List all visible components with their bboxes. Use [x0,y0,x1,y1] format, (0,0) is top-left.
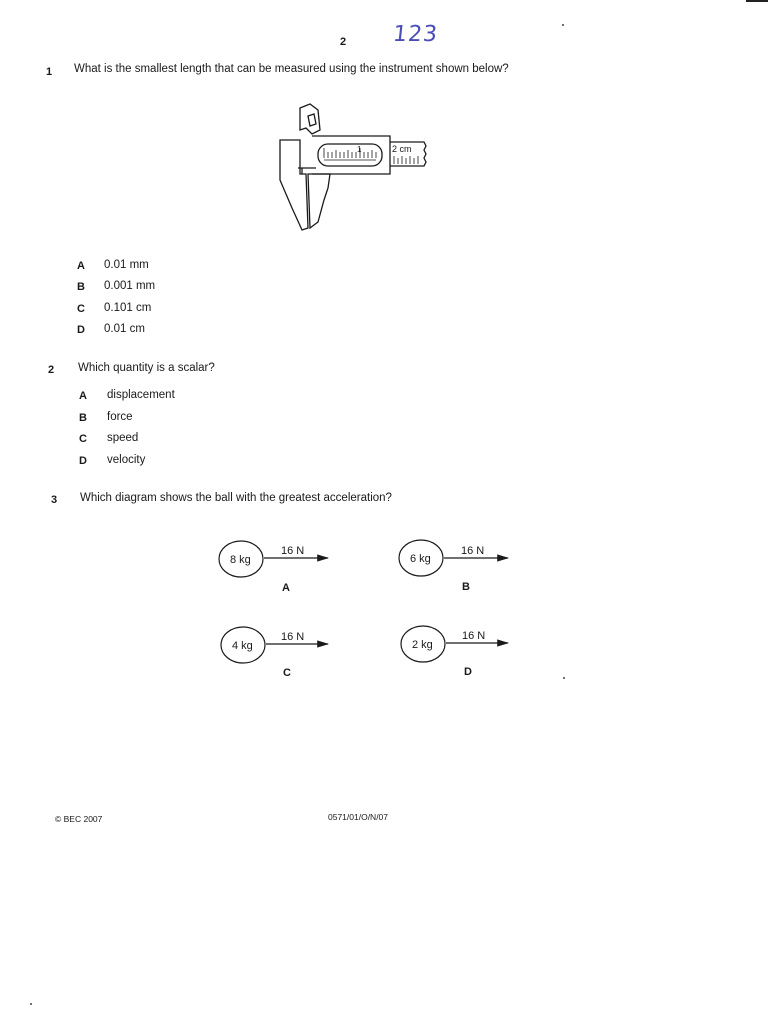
diagram-letter: B [462,581,470,593]
question-text: Which diagram shows the ball with the greatest acceleration? [80,492,392,504]
option-text: speed [107,432,139,444]
option-letter: B [79,412,87,424]
force-label: 16 N [461,545,485,557]
option-text: force [107,411,133,423]
question-number: 1 [46,66,53,78]
diagram-letter: A [282,582,290,594]
option-letter: B [77,281,85,293]
scan-speck [563,677,565,679]
footer-code: 0571/01/O/N/07 [328,812,389,822]
page-number: 2 [340,36,347,48]
option-text: velocity [107,454,146,466]
diagram-letter: C [283,667,291,679]
vernier-caliper-diagram [272,100,440,235]
option-text: 0.001 mm [104,280,156,292]
question-text: Which quantity is a scalar? [78,362,215,374]
option-letter: D [79,455,87,467]
mass-label: 8 kg [230,554,251,566]
force-label: 16 N [281,545,305,557]
handwritten-annotation: 123 [391,22,440,47]
diagram-b [399,540,508,593]
option-letter: A [79,390,87,402]
diagram-c [221,627,328,679]
force-label: 16 N [462,630,486,642]
force-label: 16 N [281,631,305,643]
option-letter: C [79,433,87,445]
option-text: displacement [107,389,175,401]
mass-label: 2 kg [412,639,433,651]
diagram-d [401,626,508,678]
caliper-scale-label: 2 cm [392,144,412,154]
option-text: 0.01 mm [104,259,149,271]
diagram-letter: D [464,666,472,678]
scan-edge-line [746,0,768,2]
scan-speck [562,24,564,26]
acceleration-diagrams [210,530,530,690]
caliper-tick-label: 1 [357,145,362,154]
option-letter: C [77,303,85,315]
option-letter: A [77,260,85,272]
question-text: What is the smallest length that can be measured using the instrument shown below? [74,63,509,75]
question-number: 3 [51,494,58,506]
option-text: 0.01 cm [104,323,145,335]
diagram-a [219,541,328,594]
footer-copyright: © BEC 2007 [55,814,103,824]
option-text: 0.101 cm [104,302,152,314]
option-letter: D [77,324,85,336]
mass-label: 4 kg [232,640,253,652]
scan-speck [30,1003,32,1005]
mass-label: 6 kg [410,553,431,565]
question-number: 2 [48,364,55,376]
